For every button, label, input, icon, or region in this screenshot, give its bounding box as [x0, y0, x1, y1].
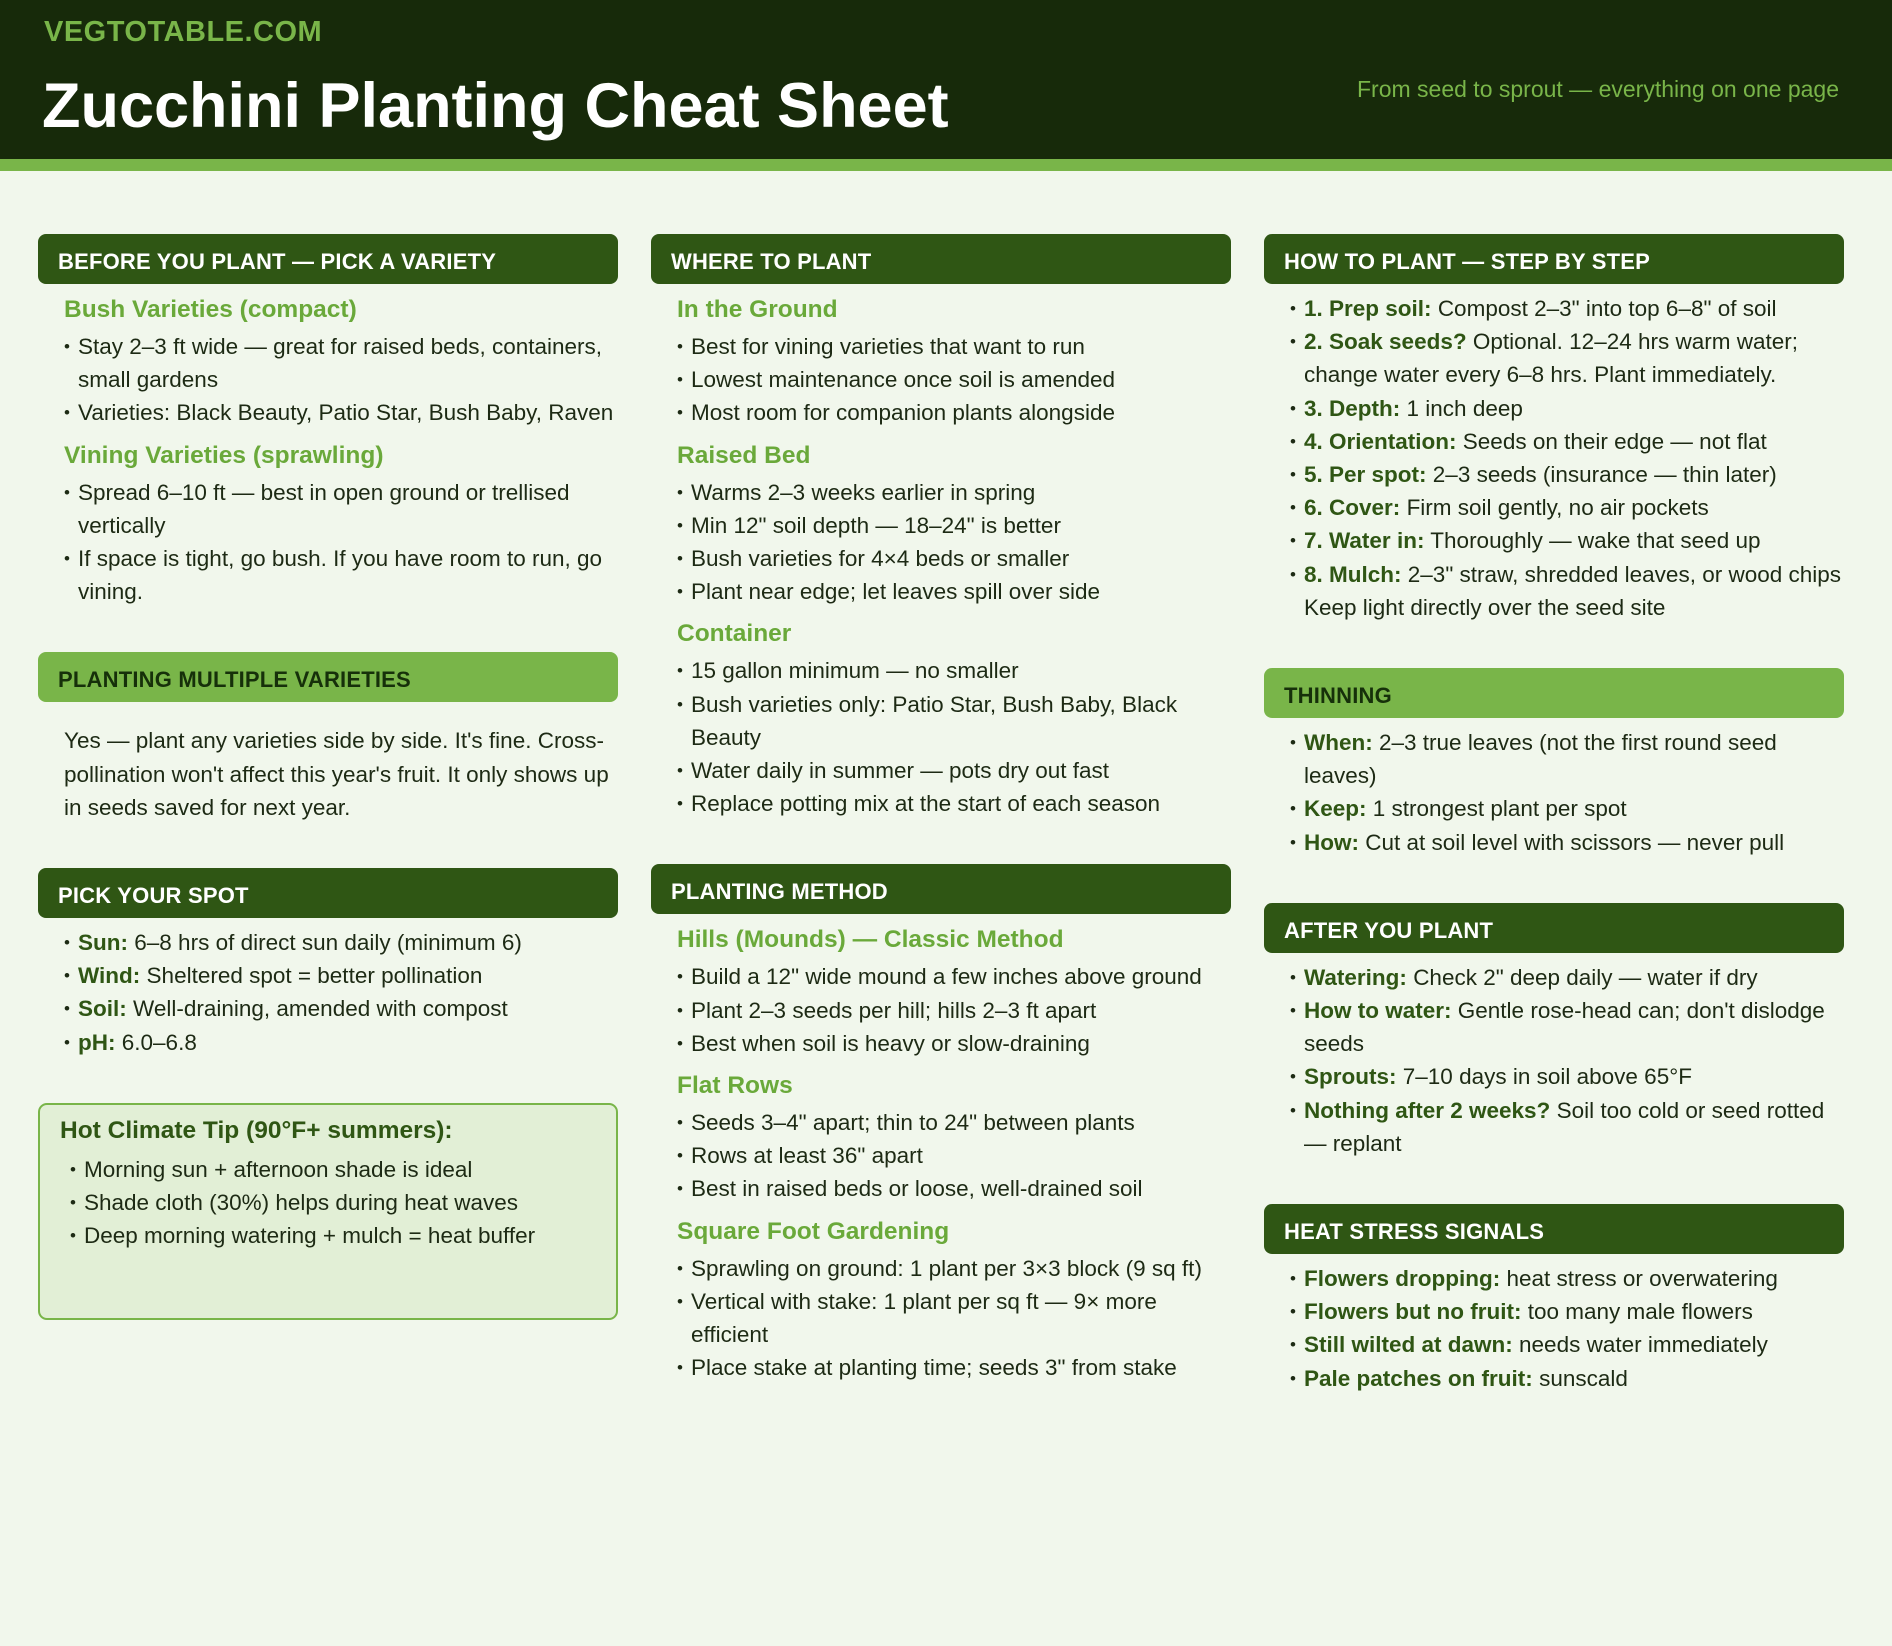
bullet-list — [677, 476, 1231, 609]
subheading: Bush Varieties (compact) — [64, 296, 357, 323]
section-pick-spot — [38, 868, 618, 1059]
list-item: • Nothing after 2 weeks? Soil too cold or seed rotted — replant — [1290, 1094, 1844, 1160]
subheading: Container — [677, 620, 792, 648]
list-item: • Build a 12" wide mound a few inches above ground — [677, 960, 1231, 993]
list-item: • Watering: Check 2" deep daily — water if dry — [1290, 961, 1844, 994]
subheading: In the Ground — [677, 296, 838, 323]
subheading: Square Foot Gardening — [677, 1217, 950, 1245]
section-how-to-plant — [1264, 234, 1844, 624]
list-item: • Flowers dropping: heat stress or overwatering — [1290, 1262, 1844, 1295]
list-item: • Sun: 6–8 hrs of direct sun daily (minimum 6) — [64, 926, 618, 959]
list-item: • Plant near edge; let leaves spill over side — [677, 575, 1231, 608]
list-item: • Water daily in summer — pots dry out fast — [677, 754, 1231, 787]
list-item: • Sprawling on ground: 1 plant per 3×3 block (9 sq ft) — [677, 1252, 1231, 1285]
list-item: • Bush varieties only: Patio Star, Bush Baby, Black Beauty — [677, 688, 1231, 754]
list-item: • Still wilted at dawn: needs water immediately — [1290, 1328, 1844, 1361]
list-item: • Stay 2–3 ft wide — great for raised beds, containers, small gardens — [64, 330, 618, 396]
column-right — [1264, 234, 1844, 1439]
section-heading: PLANTING MULTIPLE VARIETIES — [38, 652, 618, 702]
bullet-list — [677, 960, 1231, 1060]
list-item: • Seeds 3–4" apart; thin to 24" between plants — [677, 1106, 1231, 1139]
step-item: • 5. Per spot: 2–3 seeds (insurance — thin later) — [1290, 458, 1844, 491]
list-item: • Pale patches on fruit: sunscald — [1290, 1362, 1844, 1395]
tagline: From seed to sprout — everything on one page — [1356, 76, 1839, 102]
list-item: • pH: 6.0–6.8 — [64, 1026, 618, 1059]
list-item: • Rows at least 36" apart — [677, 1139, 1231, 1172]
list-item: • How to water: Gentle rose-head can; don't dislodge seeds — [1290, 994, 1844, 1060]
bullet-list — [64, 926, 618, 1059]
step-item: • 2. Soak seeds? Optional. 12–24 hrs warm water; change water every 6–8 hrs. Plant immediately. — [1290, 325, 1844, 391]
list-item: • Deep morning watering + mulch = heat buffer — [70, 1219, 616, 1252]
list-item: • If space is tight, go bush. If you have room to run, go vining. — [64, 542, 618, 608]
section-planting-method — [651, 864, 1231, 1384]
list-item: • Soil: Well-draining, amended with compost — [64, 992, 618, 1025]
section-heat-stress — [1264, 1204, 1844, 1395]
list-item: • Flowers but no fruit: too many male flowers — [1290, 1295, 1844, 1328]
column-left — [38, 234, 618, 1320]
section-where-to-plant — [651, 234, 1231, 820]
bullet-list — [677, 654, 1231, 820]
list-item: • Place stake at planting time; seeds 3" from stake — [677, 1351, 1231, 1384]
section-pick-variety — [38, 234, 618, 608]
bullet-list — [677, 1252, 1231, 1385]
list-item: • Best when soil is heavy or slow-draining — [677, 1027, 1231, 1060]
subheading: Raised Bed — [677, 441, 811, 469]
bullet-list — [1290, 1262, 1844, 1395]
list-item: • Sprouts: 7–10 days in soil above 65°F — [1290, 1060, 1844, 1093]
list-item: • When: 2–3 true leaves (not the first round seed leaves) — [1290, 726, 1844, 792]
step-item: • 7. Water in: Thoroughly — wake that seed up — [1290, 524, 1844, 557]
section-multiple-varieties — [38, 652, 618, 824]
subheading: Flat Rows — [677, 1072, 793, 1100]
subheading: Vining Varieties (sprawling) — [64, 441, 384, 469]
subheading: Hills (Mounds) — Classic Method — [677, 926, 1064, 954]
section-heading: PLANTING METHOD — [651, 864, 1231, 914]
section-heading: HOW TO PLANT — STEP BY STEP — [1264, 234, 1844, 284]
site-name: VEGTOTABLE.COM — [44, 16, 323, 48]
section-thinning — [1264, 668, 1844, 859]
bullet-list — [677, 1106, 1231, 1206]
page-header — [0, 0, 1892, 171]
bullet-list — [677, 330, 1231, 430]
hot-climate-tip-box — [38, 1103, 618, 1320]
list-item: • Replace potting mix at the start of each season — [677, 787, 1231, 820]
section-heading: WHERE TO PLANT — [651, 234, 1231, 284]
list-item: • Keep: 1 strongest plant per spot — [1290, 792, 1844, 825]
list-item: • Lowest maintenance once soil is amended — [677, 363, 1231, 396]
bullet-list — [64, 476, 618, 609]
section-heading: THINNING — [1264, 668, 1844, 718]
bullet-list — [1290, 726, 1844, 859]
bullet-list — [60, 1153, 616, 1253]
column-middle — [651, 234, 1231, 1428]
list-item: • Bush varieties for 4×4 beds or smaller — [677, 542, 1231, 575]
section-heading: BEFORE YOU PLANT — PICK A VARIETY — [38, 234, 618, 284]
list-item: • Min 12" soil depth — 18–24" is better — [677, 509, 1231, 542]
list-item: • Varieties: Black Beauty, Patio Star, Bush Baby, Raven — [64, 396, 618, 429]
list-item: • Best in raised beds or loose, well-drained soil — [677, 1172, 1231, 1205]
bullet-list — [1290, 961, 1844, 1160]
list-item: • Most room for companion plants alongside — [677, 396, 1231, 429]
section-heading: AFTER YOU PLANT — [1264, 903, 1844, 953]
list-item: • Plant 2–3 seeds per hill; hills 2–3 ft apart — [677, 994, 1231, 1027]
section-heading: HEAT STRESS SIGNALS — [1264, 1204, 1844, 1254]
step-item: • 8. Mulch: 2–3" straw, shredded leaves, or wood chips Keep light directly over the seed site — [1290, 558, 1844, 624]
section-heading: PICK YOUR SPOT — [38, 868, 618, 918]
list-item: • Vertical with stake: 1 plant per sq ft — 9× more efficient — [677, 1285, 1231, 1351]
step-list — [1290, 292, 1844, 624]
list-item: • Best for vining varieties that want to run — [677, 330, 1231, 363]
tip-title: Hot Climate Tip (90°F+ summers): — [60, 1116, 453, 1144]
list-item: • Spread 6–10 ft — best in open ground or trellised vertically — [64, 476, 618, 542]
bullet-list — [64, 330, 618, 430]
list-item: • 15 gallon minimum — no smaller — [677, 654, 1231, 687]
list-item: • Wind: Sheltered spot = better pollination — [64, 959, 618, 992]
section-after-you-plant — [1264, 903, 1844, 1160]
list-item: • Shade cloth (30%) helps during heat waves — [70, 1186, 616, 1219]
paragraph: Yes — plant any varieties side by side. It's fine. Cross-pollination won't affect this year's fruit. It only shows up in seeds saved for next year. — [64, 728, 609, 820]
step-item: • 6. Cover: Firm soil gently, no air pockets — [1290, 491, 1844, 524]
step-item: • 1. Prep soil: Compost 2–3" into top 6–8" of soil — [1290, 292, 1844, 325]
list-item: • Morning sun + afternoon shade is ideal — [70, 1153, 616, 1186]
list-item: • How: Cut at soil level with scissors — never pull — [1290, 826, 1844, 859]
step-item: • 4. Orientation: Seeds on their edge — not flat — [1290, 425, 1844, 458]
step-item: • 3. Depth: 1 inch deep — [1290, 392, 1844, 425]
list-item: • Warms 2–3 weeks earlier in spring — [677, 476, 1231, 509]
page-title: Zucchini Planting Cheat Sheet — [42, 71, 949, 141]
